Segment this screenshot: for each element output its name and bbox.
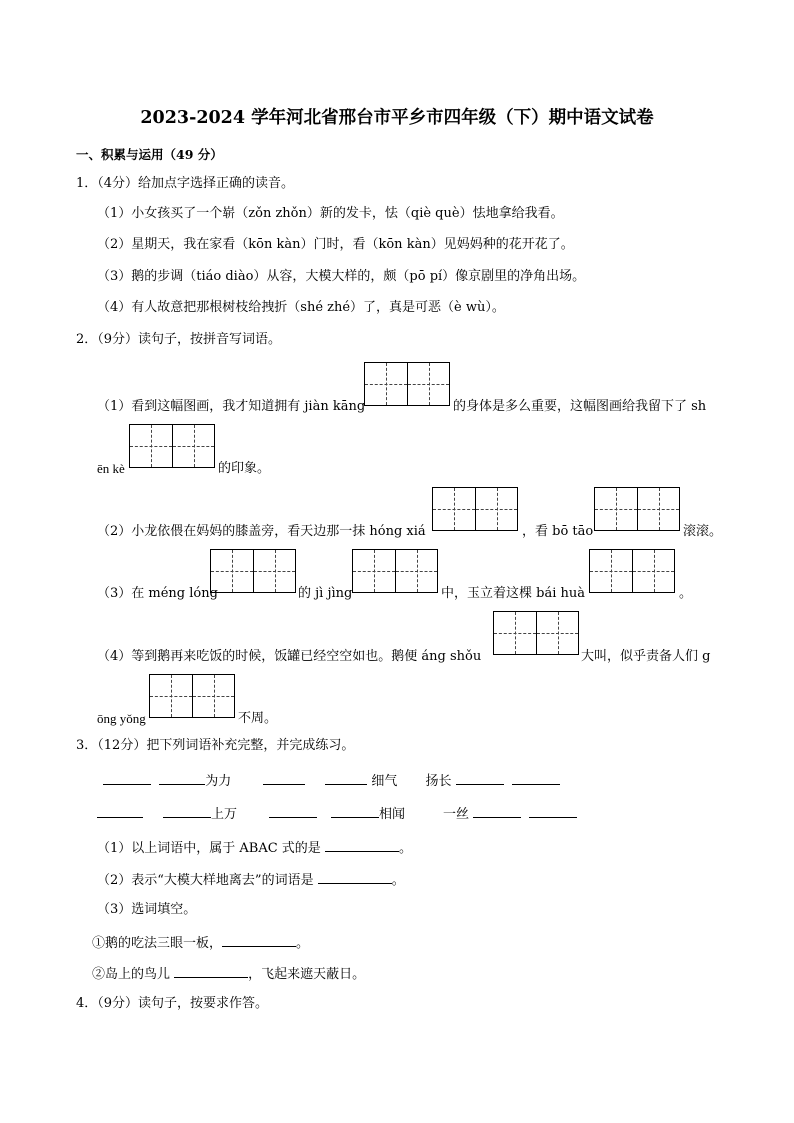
pinyin-answer-grid[interactable]	[493, 611, 579, 655]
question-1-stem: 1．（4分）给加点字选择正确的读音。	[76, 176, 295, 191]
answer-blank[interactable]	[174, 963, 248, 978]
question-1-item-4: （4）有人故意把那根树枝给拽折（shé zhé）了，真是可恶（è wù）。	[97, 300, 505, 315]
question-1-item-2: （2）星期天，我在家看（kōn kàn）门时，看（kōn kàn）见妈妈种的花开花了。	[97, 237, 574, 252]
pinyin-answer-grid[interactable]	[364, 362, 450, 406]
answer-blank[interactable]	[318, 869, 392, 884]
pinyin-answer-grid[interactable]	[149, 674, 235, 718]
answer-blank[interactable]	[103, 770, 151, 785]
pinyin-answer-grid[interactable]	[589, 549, 675, 593]
answer-blank[interactable]	[456, 770, 504, 785]
q2-1-text-a: （1）看到这幅图画，我才知道拥有 jiàn kāng	[97, 399, 366, 414]
word-blank-row-1	[103, 770, 560, 791]
q3-sub-3b-text: ②岛上的鸟儿	[92, 967, 171, 982]
answer-blank[interactable]	[159, 770, 205, 785]
answer-blank[interactable]	[529, 803, 577, 818]
question-2-stem: 2．（9分）读句子，按拼音写词语。	[76, 332, 282, 347]
q3-sub-2	[97, 869, 405, 890]
q3-sub-3b-tail: ，飞起来遮天蔽日。	[248, 967, 366, 982]
q2-1-text-d: 的印象。	[218, 461, 271, 476]
answer-blank[interactable]	[331, 803, 379, 818]
answer-blank[interactable]	[97, 803, 143, 818]
q3-sub-2-text: （2）表示“大模大样地离去”的词语是	[97, 873, 314, 888]
answer-blank[interactable]	[325, 770, 367, 785]
question-4-stem: 4．（9分）读句子，按要求作答。	[76, 996, 269, 1011]
q2-3-text-d: 。	[679, 586, 693, 601]
answer-blank[interactable]	[222, 932, 296, 947]
q3-sub-3b	[92, 963, 365, 984]
word-blank-row-2	[97, 803, 577, 824]
q2-2-text-c: 滚滚。	[683, 524, 723, 539]
q2-4-text-c: ōng yǒng	[97, 711, 146, 726]
answer-blank[interactable]	[263, 770, 305, 785]
answer-blank[interactable]	[512, 770, 560, 785]
pinyin-answer-grid[interactable]	[432, 487, 518, 531]
question-1-item-1: （1）小女孩买了一个崭（zǒn zhǒn）新的发卡，怯（qiè què）怯地拿给我看。	[97, 206, 564, 221]
answer-blank[interactable]	[269, 803, 317, 818]
answer-blank[interactable]	[163, 803, 211, 818]
word-fragment: 上万	[211, 807, 238, 822]
q2-4-text-b: 大叫，似乎责备人们 g	[581, 649, 711, 664]
period: 。	[296, 936, 310, 951]
q2-2-text-a: （2）小龙依偎在妈妈的膝盖旁，看天边那一抹 hóng xiá	[97, 524, 426, 539]
q2-4-text-a: （4）等到鹅再来吃饭的时候，饭罐已经空空如也。鹅便 áng shǒu	[97, 649, 482, 664]
q3-sub-3a	[92, 932, 309, 953]
q2-3-text-c: 中，玉立着这棵 bái huà	[441, 586, 585, 601]
word-fragment: 扬长	[425, 774, 452, 789]
q3-sub-3a-text: ①鹅的吃法三眼一板，	[92, 936, 223, 951]
word-fragment: 为力	[205, 774, 232, 789]
q3-sub-1	[97, 837, 412, 858]
q3-sub-3: （3）选词填空。	[97, 902, 197, 917]
q2-4-text-d: 不周。	[238, 711, 278, 726]
section-heading: 一、积累与运用（49 分）	[76, 147, 223, 162]
q3-sub-1-text: （1）以上词语中，属于 ABAC 式的是	[97, 841, 321, 856]
word-fragment: 相闻	[379, 807, 406, 822]
q2-1-text-c: ēn kè	[97, 461, 125, 476]
word-fragment: 一丝	[443, 807, 470, 822]
word-fragment: 细气	[371, 774, 398, 789]
page-title: 2023-2024 学年河北省邢台市平乡市四年级（下）期中语文试卷	[140, 108, 654, 128]
pinyin-answer-grid[interactable]	[352, 549, 438, 593]
answer-blank[interactable]	[473, 803, 521, 818]
pinyin-answer-grid[interactable]	[210, 549, 296, 593]
q2-1-text-b: 的身体是多么重要，这幅图画给我留下了 sh	[453, 399, 707, 414]
answer-blank[interactable]	[325, 837, 399, 852]
question-3-stem: 3．（12分）把下列词语补充完整，并完成练习。	[76, 738, 355, 753]
q2-2-text-b: ，看 bō tāo	[522, 524, 594, 539]
period: 。	[391, 873, 405, 888]
q2-3-text-b: 的 jì jìng	[298, 586, 353, 601]
pinyin-answer-grid[interactable]	[594, 487, 680, 531]
period: 。	[398, 841, 412, 856]
pinyin-answer-grid[interactable]	[129, 424, 215, 468]
q2-3-text-a: （3）在 méng lóng	[97, 586, 218, 601]
question-1-item-3: （3）鹅的步调（tiáo diào）从容，大模大样的，颇（pō pí）像京剧里的净角出场。	[97, 269, 586, 284]
